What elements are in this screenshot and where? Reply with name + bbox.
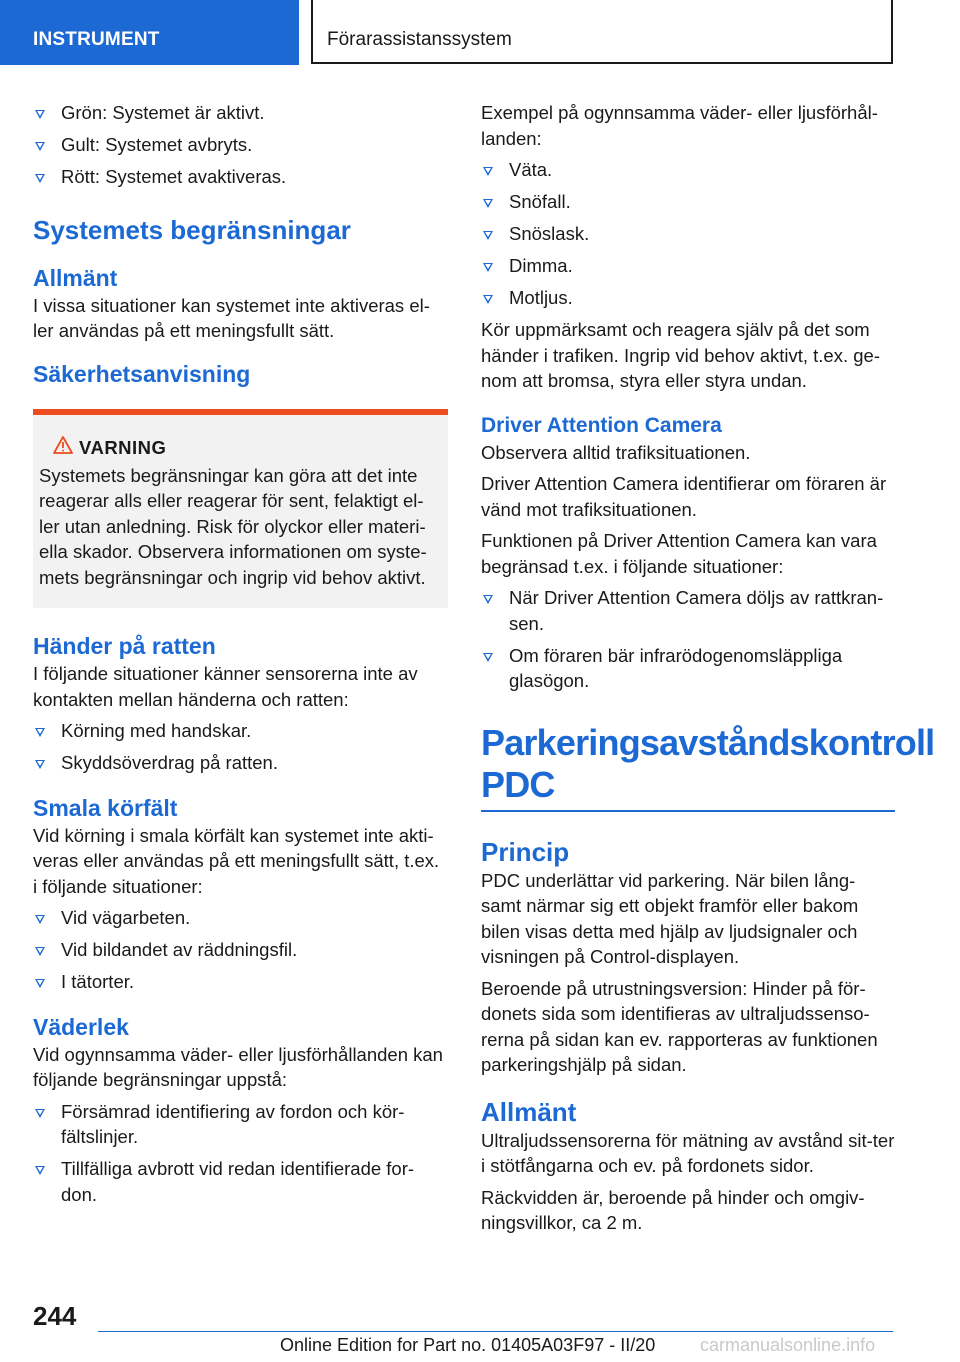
warning-text: Systemets begränsningar kan göra att det inte reagerar alls eller reagerar för sent, felaktigt el-ler utan anledning. Risk för olyckor eller materi-ella skador. Observera informationen om syste-mets begränsningar och ingrip vid behov aktivt. [39,464,427,588]
heading-hands-on-wheel: Händer på ratten [33,633,216,659]
list-item: Rött: Systemet avaktiveras. [33,164,448,190]
triangle-bullet-icon [35,110,45,119]
triangle-bullet-icon [35,174,45,183]
heading-safety: Säkerhetsanvisning [33,360,251,387]
heading-general: Allmänt [33,264,118,291]
triangle-bullet-icon [483,263,493,272]
lanes-text: Vid körning i smala körfält kan systemet inte akti-veras eller användas på ett meningsfullt sätt, t.ex. i följande situationer: [33,824,440,897]
triangle-bullet-icon [35,1109,45,1118]
chapter-title-pdc: Parkeringsavståndskontroll PDC [481,722,895,812]
list-item: Gult: Systemet avbryts. [33,132,448,158]
left-column [33,100,448,1214]
warning-triangle-icon [53,436,73,454]
header-chapter-label: Förarassistanssystem [327,29,512,50]
list-item: Försämrad identifiering av fordon och kör-fältslinjer. [33,1099,448,1150]
heading-driver-attention-camera: Driver Attention Camera [481,413,722,437]
triangle-bullet-icon [483,595,493,604]
heading-narrow-lanes: Smala körfält [33,794,178,821]
principle-text-2: Beroende på utrustningsversion: Hinder på för-donets sida som identifieras av ultraljudssenso-rerna på sidan kan ev. rapporteras av funktionen parkeringshjälp på sidan. [481,977,878,1075]
triangle-bullet-icon [35,142,45,151]
watermark: carmanualsonline.info [700,1335,876,1355]
camera-text-2: Driver Attention Camera identifierar om föraren är vänd mot trafiksituationen. [481,473,887,520]
footer-rule [98,1331,893,1332]
list-item: Vid vägarbeten. [33,905,448,931]
status-list [33,100,448,190]
examples-text: Exempel på ogynnsamma väder- eller ljusförhål-landen: [481,102,878,149]
list-item: Tillfälliga avbrott vid redan identifierade for-don. [33,1156,448,1207]
triangle-bullet-icon [483,295,493,304]
weather-list [33,1099,448,1208]
hands-list [33,718,448,776]
attention-text: Kör uppmärksamt och reagera själv på det som händer i trafiken. Ingrip vid behov aktivt, t.ex. ge-nom att bromsa, styra eller styra undan. [481,319,880,391]
triangle-bullet-icon [483,199,493,208]
examples-list [481,157,895,311]
warning-title: VARNING [39,433,442,463]
triangle-bullet-icon [483,653,493,662]
lanes-list [33,905,448,995]
page-number: 244 [33,1301,77,1331]
list-item: Motljus. [481,285,895,311]
heading-principle: Princip [481,836,570,867]
list-item: När Driver Attention Camera döljs av rattkran-sen. [481,585,895,636]
camera-text-1: Observera alltid trafiksituationen. [481,441,751,463]
triangle-bullet-icon [35,947,45,956]
triangle-bullet-icon [35,728,45,737]
list-item: Skyddsöverdrag på ratten. [33,750,448,776]
heading-system-limits: Systemets begränsningar [33,214,351,245]
list-item: Snöslask. [481,221,895,247]
weather-text: Vid ogynnsamma väder- eller ljusförhållanden kan följande begränsningar uppstå: [33,1043,443,1090]
principle-text-1: PDC underlättar vid parkering. När bilen lång-samt närmar sig ett objekt framför eller bakom bilen visas detta med hjälp av ljudsignaler och visningen på Control-displayen. [481,869,859,967]
camera-text-3: Funktionen på Driver Attention Camera kan vara begränsad t.ex. i följande situationer: [481,530,877,577]
list-item: Om föraren bär infrarödogenomsläppliga glasögon. [481,643,895,694]
header-section-label: INSTRUMENT [33,29,160,50]
camera-list [481,585,895,694]
list-item: I tätorter. [33,969,448,995]
general-pdc-text-1: Ultraljudssensorerna för mätning av avstånd sit-ter i stötfångarna och ev. på fordonets sidor. [481,1129,895,1176]
triangle-bullet-icon [483,231,493,240]
general-text: I vissa situationer kan systemet inte aktiveras el-ler användas på ett meningsfullt sätt. [33,294,430,341]
heading-general-pdc: Allmänt [481,1096,577,1127]
triangle-bullet-icon [35,915,45,924]
list-item: Vid bildandet av räddningsfil. [33,937,448,963]
list-item: Dimma. [481,253,895,279]
list-item: Grön: Systemet är aktivt. [33,100,448,126]
heading-weather: Väderlek [33,1013,129,1040]
list-item: Snöfall. [481,189,895,215]
right-column [481,100,935,1242]
triangle-bullet-icon [35,760,45,769]
footer-edition: Online Edition for Part no. 01405A03F97 - II/20 [280,1335,656,1355]
list-item: Körning med handskar. [33,718,448,744]
header-chapter-tab [311,0,893,64]
general-pdc-text-2: Räckvidden är, beroende på hinder och omgiv-ningsvillkor, ca 2 m. [481,1186,865,1233]
triangle-bullet-icon [35,979,45,988]
header-section-tab [0,0,299,65]
triangle-bullet-icon [35,1166,45,1175]
warning-box [33,409,448,609]
hands-text: I följande situationer känner sensorerna inte av kontakten mellan händerna och ratten: [33,663,418,710]
list-item: Väta. [481,157,895,183]
triangle-bullet-icon [483,167,493,176]
